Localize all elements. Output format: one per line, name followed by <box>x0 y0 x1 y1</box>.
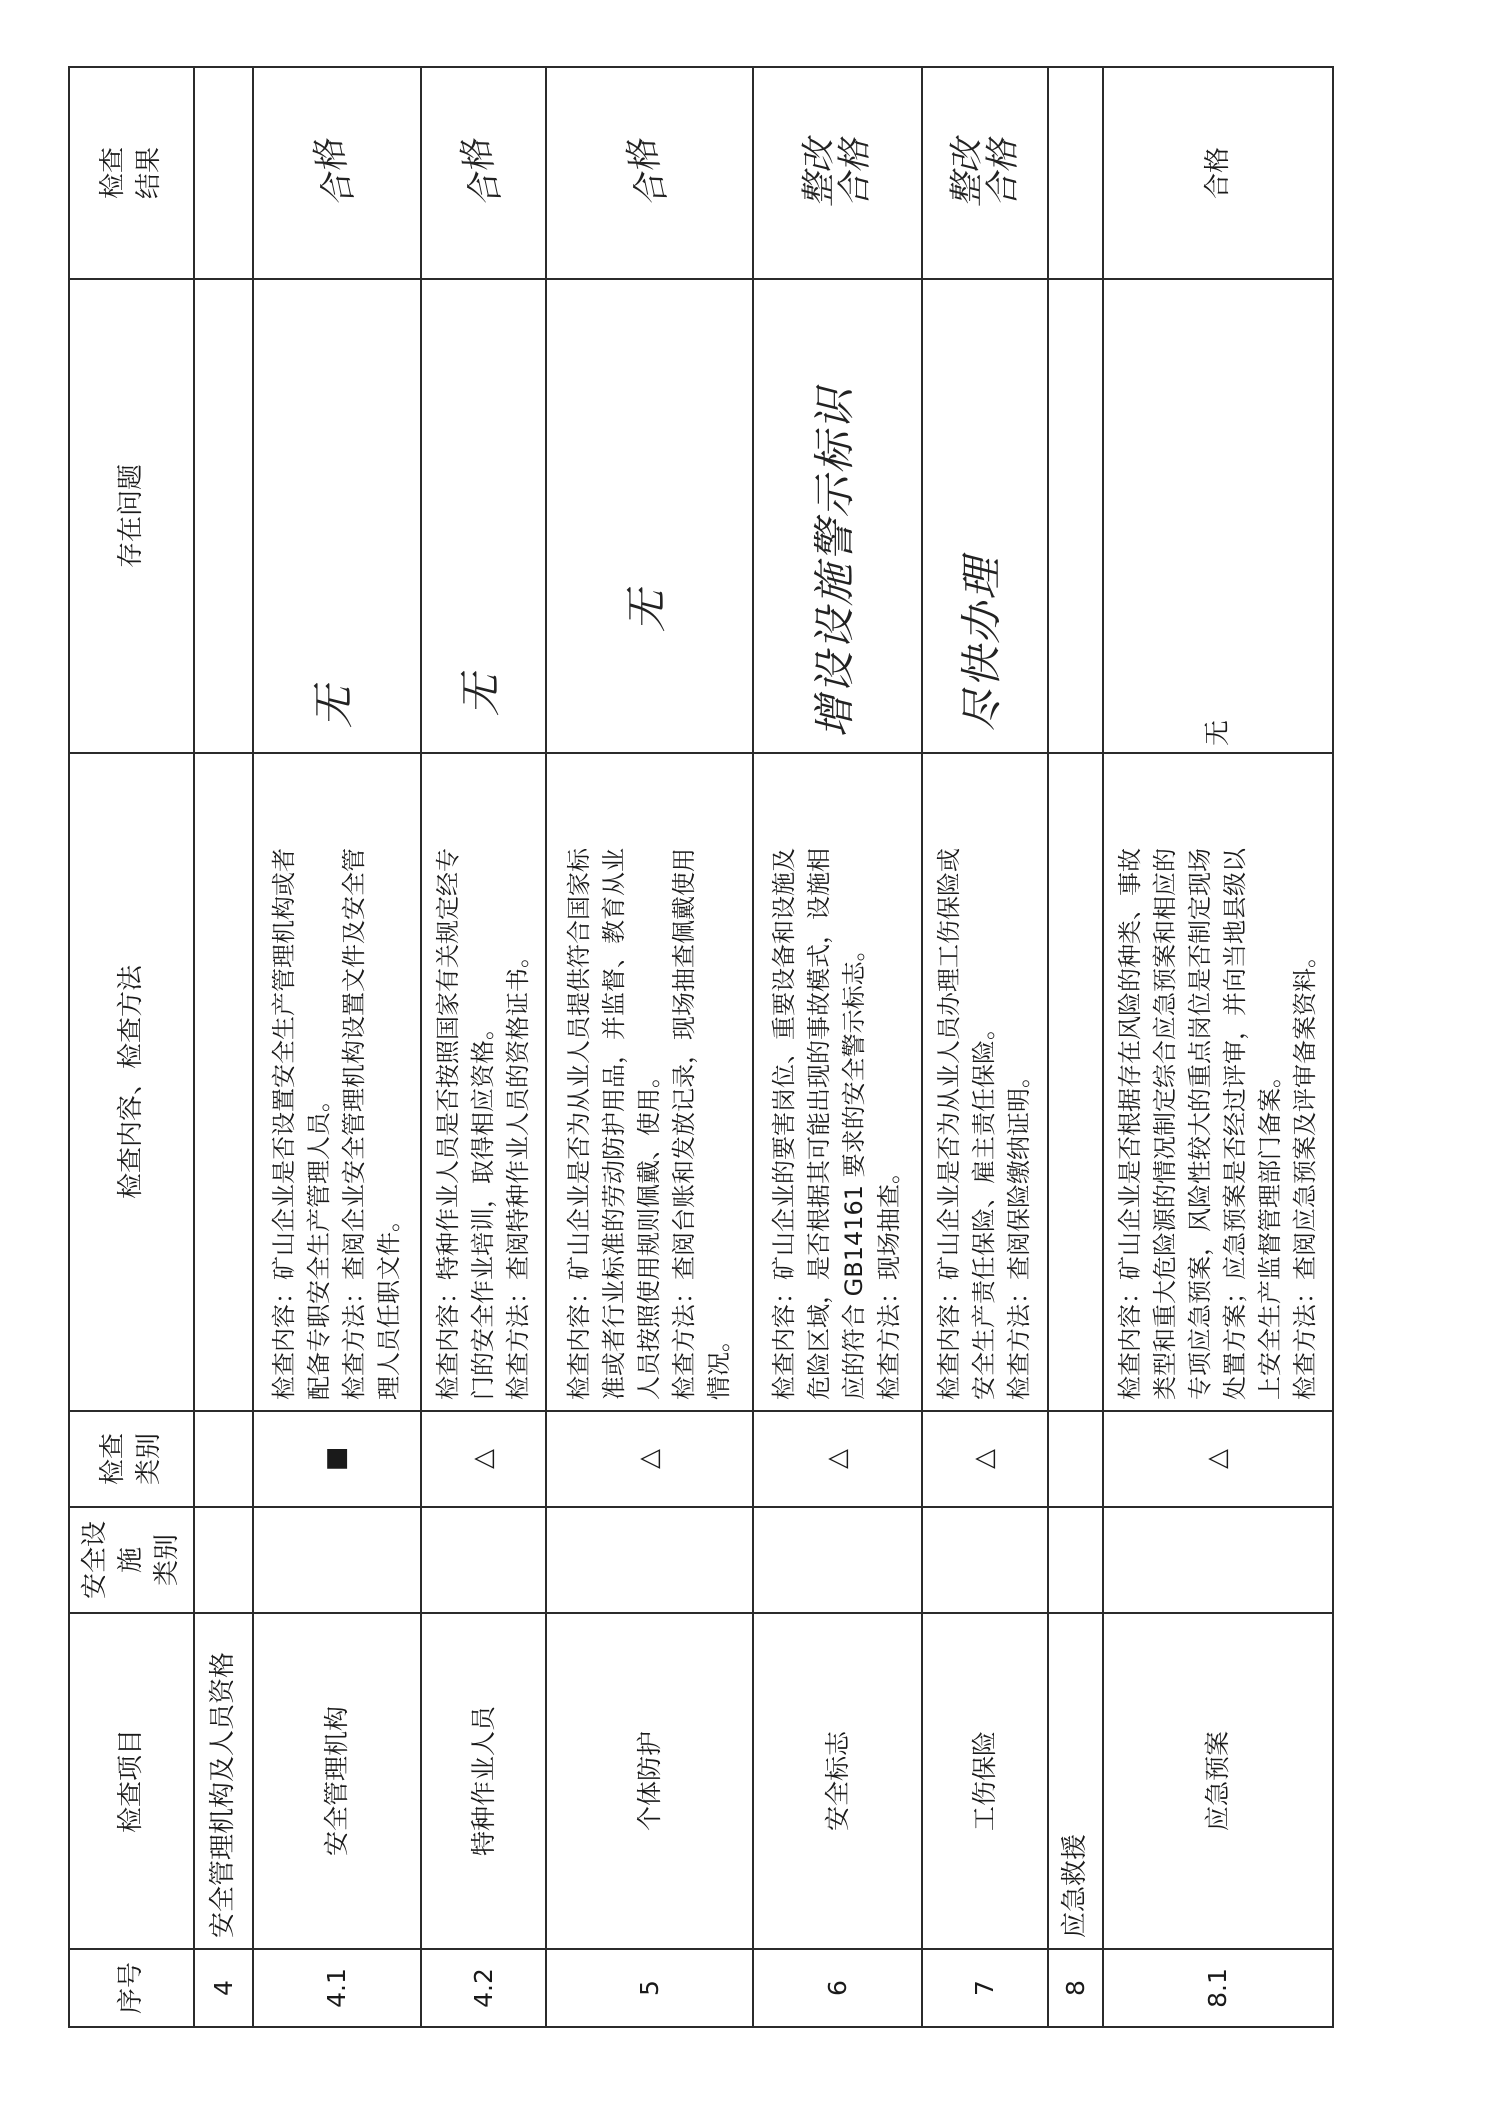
method-line: 专项应急预案，风险性较大的重点岗位是否制定现场 <box>1185 848 1214 1400</box>
facility-cell <box>421 1507 546 1613</box>
header-result <box>69 67 194 279</box>
handwritten-result: 合格 <box>621 135 675 211</box>
category-mark: △ <box>922 1411 1049 1507</box>
header-seq: 序号 <box>69 1949 194 2027</box>
row-item: 工伤保险 <box>922 1613 1049 1949</box>
method-line: 配备专职安全生产管理人员。 <box>304 1088 333 1400</box>
result-cell <box>753 67 922 279</box>
row-seq: 4.2 <box>421 1949 546 2027</box>
issue-cell <box>753 279 922 753</box>
issue-cell <box>421 279 546 753</box>
method-line: 检查内容：特种作业人员是否按照国家有关规定经专 <box>434 848 463 1400</box>
method-line: 检查方法：查阅企业安全管理机构设置文件及安全管 <box>339 848 368 1400</box>
method-line: 人员按照使用规则佩戴、使用。 <box>634 1064 663 1400</box>
header-facility <box>69 1507 194 1613</box>
issue-cell <box>922 279 1049 753</box>
method-cell <box>421 753 546 1411</box>
row-seq: 8 <box>1048 1949 1103 2027</box>
header-category <box>69 1411 194 1507</box>
header-result-line1: 检查 <box>98 147 129 200</box>
header-issues: 存在问题 <box>69 279 194 753</box>
row-item: 安全标志 <box>753 1613 922 1949</box>
handwritten-result: 合格 <box>455 135 509 211</box>
table-row <box>753 67 922 2027</box>
method-line: 应的符合 GB14161 要求的安全警示标志。 <box>840 937 869 1400</box>
row-item: 特种作业人员 <box>421 1613 546 1949</box>
method-line: 门的安全作业培训，取得相应资格。 <box>469 1016 498 1400</box>
method-line: 检查内容：矿山企业的要害岗位、重要设备和设施及 <box>770 848 799 1400</box>
table-row <box>1048 67 1103 2027</box>
table-row <box>194 67 253 2027</box>
method-line: 检查内容：矿山企业是否设置安全生产管理机构或者 <box>269 848 298 1400</box>
category-mark: △ <box>1103 1411 1333 1507</box>
handwritten-result-line2: 合格 <box>982 139 1023 207</box>
row-seq: 7 <box>922 1949 1049 2027</box>
facility-cell <box>753 1507 922 1613</box>
category-cell <box>1048 1411 1103 1507</box>
issue-cell <box>194 279 253 753</box>
method-cell <box>922 753 1049 1411</box>
method-line: 检查内容：矿山企业是否根据存在风险的种类、事故 <box>1115 848 1144 1400</box>
handwritten-issue: 无 <box>456 671 506 716</box>
method-cell <box>1103 753 1333 1411</box>
method-cell <box>1048 753 1103 1411</box>
method-cell <box>253 753 422 1411</box>
method-line: 检查方法：查阅保险缴纳证明。 <box>1005 1064 1034 1400</box>
method-line: 类型和重大危险源的情况制定综合应急预案和相应的 <box>1150 848 1179 1400</box>
section-title: 应急救援 <box>1048 1613 1103 1949</box>
method-line: 准或者行业标准的劳动防护用品，并监督、教育从业 <box>599 848 628 1400</box>
table-row <box>1103 67 1333 2027</box>
inspection-table <box>68 66 1334 2028</box>
handwritten-issue: 无 <box>621 587 671 632</box>
category-cell <box>194 1411 253 1507</box>
row-seq: 4.1 <box>253 1949 422 2027</box>
section-title: 安全管理机构及人员资格 <box>194 1613 253 1949</box>
row-seq: 5 <box>546 1949 753 2027</box>
result-cell <box>253 67 422 279</box>
category-mark: ■ <box>253 1411 422 1507</box>
row-item: 安全管理机构 <box>253 1613 422 1949</box>
issue-text: 无 <box>1202 719 1233 746</box>
facility-cell <box>922 1507 1049 1613</box>
header-method: 检查内容、检查方法 <box>69 753 194 1411</box>
method-line: 处置方案；应急预案是否经过评审，并向当地县级以 <box>1220 848 1249 1400</box>
result-cell <box>421 67 546 279</box>
table-row <box>922 67 1049 2027</box>
method-cell <box>753 753 922 1411</box>
facility-cell <box>253 1507 422 1613</box>
result-cell <box>922 67 1049 279</box>
result-cell <box>194 67 253 279</box>
method-line: 检查方法：查阅特种作业人员的资格证书。 <box>504 944 533 1400</box>
issue-cell <box>253 279 422 753</box>
method-cell <box>194 753 253 1411</box>
method-line: 检查内容：矿山企业是否为从业人员办理工伤保险或 <box>935 848 964 1400</box>
facility-cell <box>194 1507 253 1613</box>
table-row <box>253 67 422 2027</box>
result-text: 合格 <box>1202 147 1233 200</box>
facility-cell <box>1103 1507 1333 1613</box>
method-line: 检查方法：现场抽查。 <box>875 1160 904 1400</box>
method-line: 安全生产责任保险、雇主责任保险。 <box>970 1016 999 1400</box>
method-line: 检查方法：查阅应急预案及评审备案资料。 <box>1290 944 1319 1400</box>
result-cell <box>1048 67 1103 279</box>
handwritten-issue: 尽快办理 <box>957 555 1007 732</box>
row-item: 个体防护 <box>546 1613 753 1949</box>
facility-cell <box>1048 1507 1103 1613</box>
handwritten-result: 合格 <box>308 135 363 211</box>
handwritten-result-line1: 整改 <box>946 139 987 207</box>
method-line: 上安全生产监督管理部门备案。 <box>1255 1064 1284 1400</box>
issue-cell <box>1103 279 1333 753</box>
handwritten-result-line2: 合格 <box>835 139 876 207</box>
row-seq: 4 <box>194 1949 253 2027</box>
method-cell <box>546 753 753 1411</box>
result-cell <box>546 67 753 279</box>
header-item: 检查项目 <box>69 1613 194 1949</box>
header-category-line2: 类别 <box>134 1433 165 1486</box>
facility-cell <box>546 1507 753 1613</box>
category-mark: △ <box>546 1411 753 1507</box>
method-line: 检查方法：查阅台账和发放记录，现场抽查佩戴使用 <box>669 848 698 1400</box>
row-seq: 6 <box>753 1949 922 2027</box>
table-row <box>421 67 546 2027</box>
header-facility-line2: 类别 <box>152 1534 183 1587</box>
category-mark: △ <box>421 1411 546 1507</box>
category-mark: △ <box>753 1411 922 1507</box>
method-line: 情况。 <box>704 1328 733 1400</box>
handwritten-issue: 无 <box>309 683 359 728</box>
method-line: 理人员任职文件。 <box>374 1208 403 1400</box>
method-line: 危险区域，是否根据其可能出现的事故模式，设施相 <box>805 848 834 1400</box>
method-line: 检查内容：矿山企业是否为从业人员提供符合国家标 <box>564 848 593 1400</box>
header-facility-line1: 安全设施 <box>80 1521 147 1600</box>
handwritten-result-line1: 整改 <box>799 139 840 207</box>
issue-cell <box>546 279 753 753</box>
handwritten-issue: 增设设施警示标识 <box>809 385 859 738</box>
result-cell <box>1103 67 1333 279</box>
row-item: 应急预案 <box>1103 1613 1333 1949</box>
row-seq: 8.1 <box>1103 1949 1333 2027</box>
table-row <box>546 67 753 2027</box>
header-row <box>69 67 194 2027</box>
issue-cell <box>1048 279 1103 753</box>
header-category-line1: 检查 <box>98 1433 129 1486</box>
header-result-line2: 结果 <box>134 147 165 200</box>
